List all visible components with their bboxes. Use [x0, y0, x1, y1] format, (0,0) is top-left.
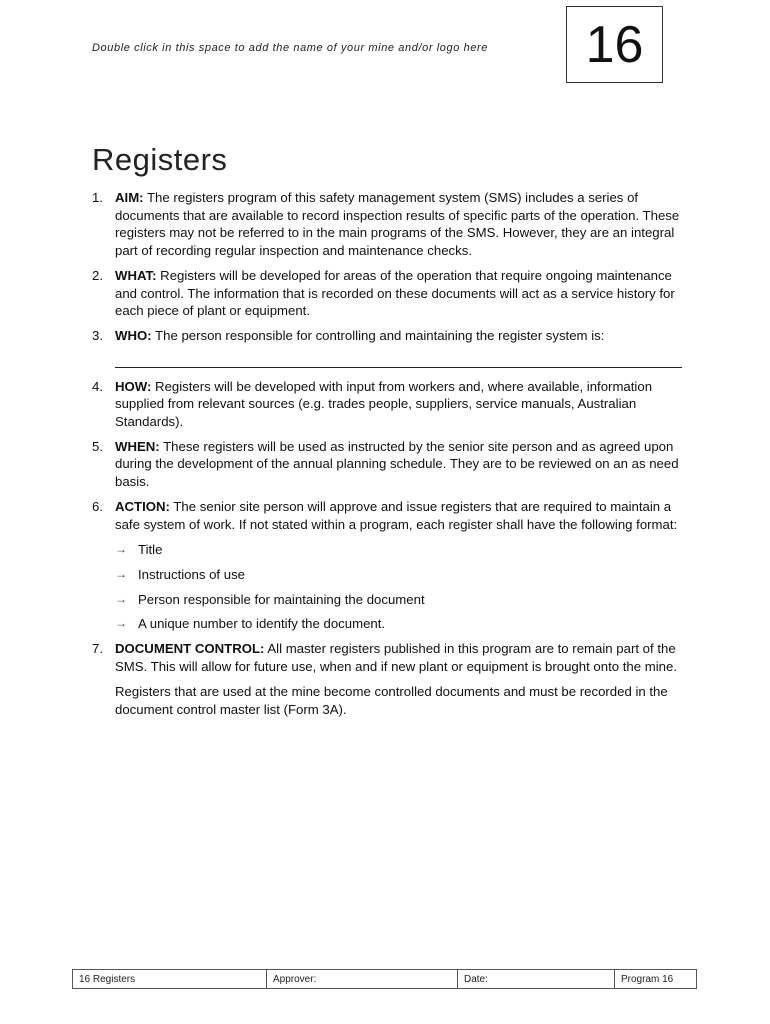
arrow-icon: →: [115, 566, 127, 581]
item-label: WHO:: [115, 327, 152, 343]
mine-name-placeholder[interactable]: Double click in this space to add the name of your mine and/or logo here: [92, 42, 489, 54]
closing-paragraph: Registers that are used at the mine become controlled documents and must be recorded in the document control master list (Form 3A).: [115, 684, 668, 718]
item-number: 4.: [92, 378, 103, 394]
list-item: [92, 498, 682, 633]
list-item: [92, 327, 682, 345]
item-number: 6.: [92, 498, 103, 514]
item-text: Registers will be developed with input from workers and, where available, information supplied from relevant sources (e.g. trades people, suppliers, service manuals, Australian Standards).: [115, 378, 653, 430]
item-text: Registers will be developed for areas of the operation that require ongoing maintenance and control. The information that is recorded on these documents will act as a service history for each piece of plant or equipment.: [115, 267, 675, 319]
item-label: WHEN:: [115, 438, 160, 454]
item-label: ACTION:: [115, 498, 170, 514]
item-label: DOCUMENT CONTROL:: [115, 641, 265, 657]
page-title: Registers: [92, 142, 228, 177]
item-number: 3.: [92, 327, 103, 343]
footer-program: Program 16: [621, 974, 674, 985]
item-number: 2.: [92, 267, 103, 283]
item-text: The person responsible for controlling and maintaining the register system is:: [151, 327, 605, 343]
item-label: WHAT:: [115, 267, 157, 283]
responsible-person-line[interactable]: [115, 359, 682, 368]
arrow-icon: →: [115, 616, 127, 631]
program-number-box: [566, 6, 663, 83]
program-number: 16: [585, 15, 644, 74]
arrow-icon: →: [115, 591, 127, 606]
item-number: 1.: [92, 190, 103, 205]
item-label: HOW:: [115, 378, 152, 394]
item-number: 5.: [92, 438, 103, 454]
item-number: 7.: [92, 641, 103, 657]
items-list: [92, 189, 682, 719]
list-item: [92, 378, 682, 431]
list-item: [92, 189, 682, 260]
format-bullets: [115, 541, 682, 633]
arrow-icon: →: [115, 542, 127, 557]
footer-table: [72, 969, 697, 989]
footer-approver[interactable]: Approver:: [267, 970, 458, 988]
list-item: [92, 438, 682, 491]
list-item: [92, 267, 682, 320]
format-bullet: → Person responsible for maintaining the document: [115, 591, 425, 607]
format-bullet: → Instructions of use: [115, 566, 246, 582]
item-label: AIM:: [115, 190, 144, 205]
item-text: All master registers published in this program are to remain part of the SMS. This will allow for future use, when and if new plant or equipment is brought onto the mine.: [115, 641, 677, 674]
item-text: The registers program of this safety management system (SMS) includes a series of documents that are available to record inspection results of specific parts of the operation. These registers may not be referred to in the main programs of the SMS. However, they are an integral part of recording regular inspection and maintenance checks.: [115, 190, 680, 259]
footer-date[interactable]: Date:: [458, 970, 615, 988]
format-bullet: → Title: [115, 542, 163, 558]
footer-doc: 16 Registers: [73, 970, 267, 988]
item-text: These registers will be used as instructed by the senior site person and as agreed upon during the development of the annual planning schedule. They are to be reviewed on an as need basis.: [115, 438, 679, 490]
format-bullet: → A unique number to identify the document.: [115, 616, 386, 632]
list-item: [92, 640, 682, 675]
item-text: The senior site person will approve and issue registers that are required to maintain a safe system of work. If not stated within a program, each register shall have the following format:: [115, 498, 678, 532]
